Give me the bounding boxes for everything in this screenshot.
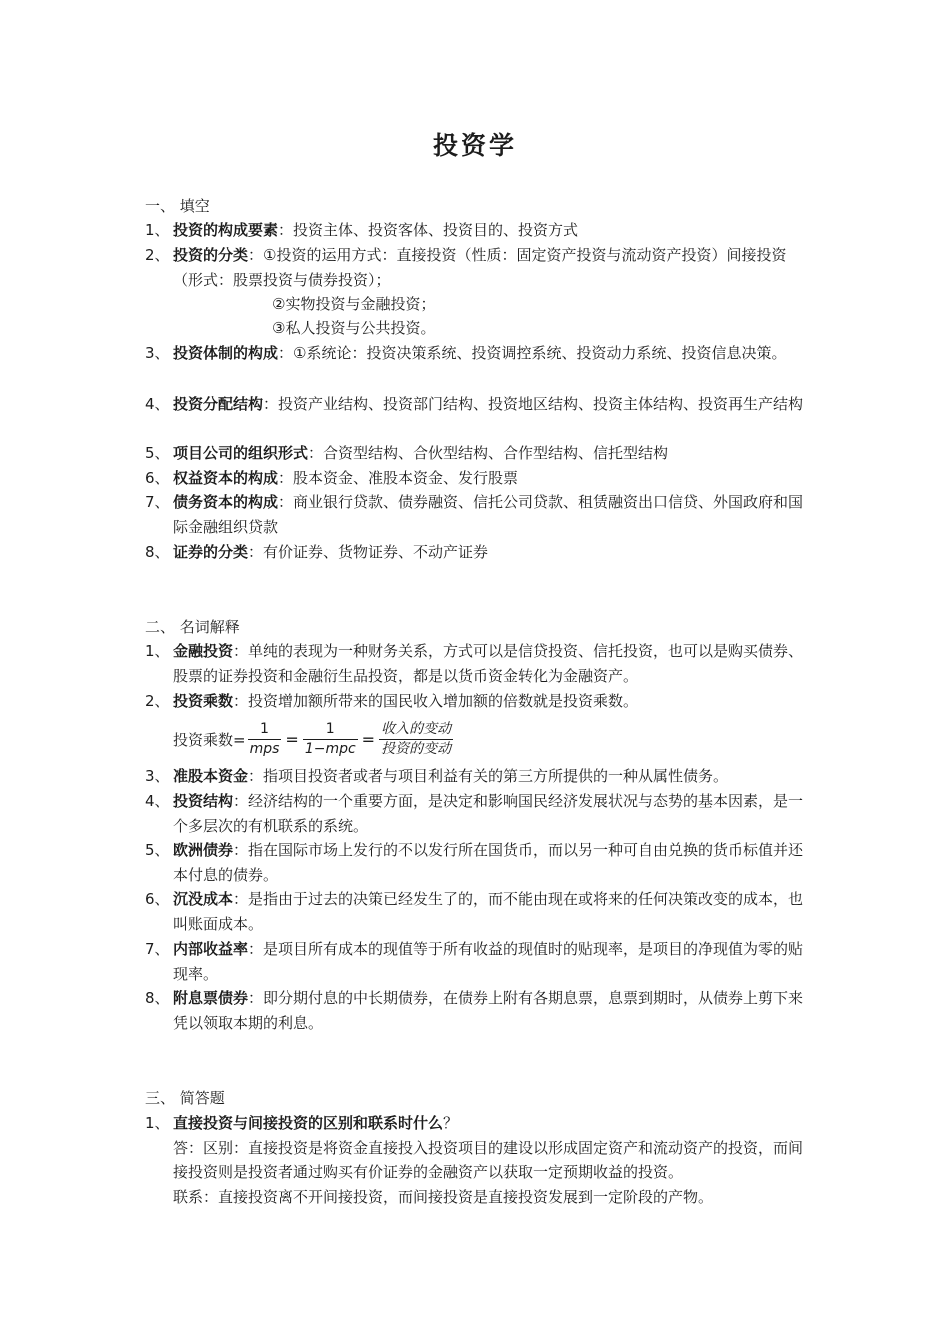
item-term: 投资的分类 — [173, 246, 249, 264]
section-heading-fill: 一、 填空 — [145, 197, 210, 215]
term-item — [145, 986, 810, 1035]
item-number: 7、 — [145, 493, 170, 511]
fraction-denominator: 1−mpc — [304, 740, 356, 757]
item-term: 证券的分类 — [173, 543, 249, 561]
formula-lhs: 投资乘数= — [173, 730, 246, 749]
term-item — [145, 887, 810, 936]
item-separator: ： — [233, 841, 249, 859]
item-text: 是项目所有成本的现值等于所有收益的现值时的贴现率，是项目的净现值为零的贴现率。 — [173, 940, 804, 983]
item-number: 5、 — [145, 841, 170, 859]
item-term: 投资体制的构成 — [173, 344, 279, 362]
fraction-numerator: 1 — [325, 720, 335, 737]
item-term: 内部收益率 — [173, 940, 249, 958]
item-separator: ： — [308, 444, 324, 462]
item-number: 4、 — [145, 792, 170, 810]
item-text: 商业银行贷款、债券融资、信托公司贷款、租赁融资出口信贷、外国政府和国际金融组织贷款 — [173, 493, 804, 536]
item-text: 经济结构的一个重要方面，是决定和影响国民经济发展状况与态势的基本因素，是一个多层次的有机联系的系统。 — [173, 792, 804, 835]
item-separator: ： — [233, 792, 249, 810]
term-item — [145, 639, 810, 688]
item-text: 指在国际市场上发行的不以发行所在国货币，而以另一种可自由兑换的货币标值并还本付息的债券。 — [173, 841, 804, 884]
item-text: 指项目投资者或者与项目利益有关的第三方所提供的一种从属性债务。 — [263, 767, 729, 785]
item-term: 金融投资 — [173, 642, 234, 660]
item-number: 2、 — [145, 692, 170, 710]
item-text: 投资主体、投资客体、投资目的、投资方式 — [293, 221, 579, 239]
item-term: 债务资本的构成 — [173, 493, 279, 511]
item-term: 投资结构 — [173, 792, 234, 810]
fraction-numerator: 收入的变动 — [381, 720, 452, 737]
item-text: 有价证券、货物证券、不动产证券 — [263, 543, 489, 561]
section-heading-short: 三、 简答题 — [145, 1089, 225, 1107]
fill-subitem: ③私人投资与公共投资。 — [272, 319, 436, 337]
item-number: 1、 — [145, 1114, 170, 1132]
item-number: 4、 — [145, 395, 170, 413]
multiplier-formula — [173, 716, 455, 762]
answer-text: 答：区别：直接投资是将资金直接投入投资项目的建设以形成固定资产和流动资产的投资，而间接投资则是投资者通过购买有价证券的金融资产以获取一定预期收益的投资。 — [173, 1138, 804, 1181]
item-number: 2、 — [145, 246, 170, 264]
term-item — [145, 838, 810, 887]
item-separator: ： — [248, 940, 264, 958]
item-number: 8、 — [145, 989, 170, 1007]
fraction-denominator: mps — [249, 740, 280, 757]
item-text: 投资产业结构、投资部门结构、投资地区结构、投资主体结构、投资再生产结构 — [278, 395, 804, 413]
item-number: 6、 — [145, 469, 170, 487]
item-text: 即分期付息的中长期债券，在债券上附有各期息票，息票到期时，从债券上剪下来凭以领取本期的利息。 — [173, 989, 804, 1032]
equals-sign: = — [285, 729, 299, 749]
item-term: 附息票债券 — [173, 989, 249, 1007]
item-separator: ： — [278, 344, 294, 362]
item-number: 3、 — [145, 767, 170, 785]
formula-fraction-mps — [248, 720, 282, 759]
item-text: 合资型结构、合伙型结构、合作型结构、信托型结构 — [323, 444, 669, 462]
item-number: 1、 — [145, 221, 170, 239]
document-title: 投资学 — [432, 131, 517, 160]
term-item — [145, 764, 810, 789]
fill-subitem: ②实物投资与金融投资； — [272, 295, 436, 313]
fill-item — [145, 243, 810, 292]
item-number: 1、 — [145, 642, 170, 660]
formula-fraction-mpc — [303, 720, 358, 759]
item-term: 投资的构成要素 — [173, 221, 279, 239]
item-term: 投资乘数 — [173, 692, 234, 710]
item-term: 欧洲债券 — [173, 841, 234, 859]
item-separator: ： — [248, 246, 264, 264]
item-term: 沉没成本 — [173, 890, 234, 908]
fill-item — [145, 218, 810, 243]
item-number: 5、 — [145, 444, 170, 462]
item-separator: ： — [278, 493, 294, 511]
item-separator: ： — [263, 395, 279, 413]
fill-item — [145, 540, 810, 565]
fraction-numerator: 1 — [260, 720, 269, 737]
equals-sign: = — [361, 729, 376, 749]
short-answer-item — [145, 1111, 810, 1209]
item-separator: ： — [248, 989, 264, 1007]
item-term: 准股本资金 — [173, 767, 249, 785]
item-number: 6、 — [145, 890, 170, 908]
item-number: 7、 — [145, 940, 170, 958]
item-separator: ： — [278, 221, 294, 239]
item-separator: ： — [248, 767, 264, 785]
term-item — [145, 689, 810, 714]
question-text: 直接投资与间接投资的区别和联系时什么 — [173, 1114, 444, 1132]
item-separator: ： — [233, 692, 249, 710]
item-term: 投资分配结构 — [173, 395, 264, 413]
item-term: 权益资本的构成 — [173, 469, 279, 487]
item-text: 股本资金、准股本资金、发行股票 — [293, 469, 519, 487]
item-separator: ： — [233, 642, 249, 660]
item-number: 3、 — [145, 344, 170, 362]
item-text: 是指由于过去的决策已经发生了的，而不能由现在或将来的任何决策改变的成本，也叫账面成本。 — [173, 890, 804, 933]
item-text: ①系统论：投资决策系统、投资调控系统、投资动力系统、投资信息决策。 — [293, 344, 787, 362]
item-separator: ： — [278, 469, 294, 487]
fill-item — [145, 341, 810, 366]
fill-item — [145, 392, 810, 417]
item-text: 投资增加额所带来的国民收入增加额的倍数就是投资乘数。 — [248, 692, 639, 710]
answer-link-text: 联系：直接投资离不开间接投资，而间接投资是直接投资发展到一定阶段的产物。 — [173, 1187, 714, 1206]
fraction-denominator: 投资的变动 — [381, 740, 452, 757]
fill-item — [145, 466, 810, 491]
item-separator: ： — [233, 890, 249, 908]
item-number: 8、 — [145, 543, 170, 561]
formula-fraction-change — [379, 720, 453, 759]
item-text: 单纯的表现为一种财务关系，方式可以是信贷投资、信托投资，也可以是购买债券、股票的证券投资和金融衍生品投资，都是以货币资金转化为金融资产。 — [173, 642, 804, 685]
question-mark: ？ — [443, 1114, 459, 1132]
term-item — [145, 937, 810, 986]
item-term: 项目公司的组织形式 — [173, 444, 309, 462]
item-text: ①投资的运用方式：直接投资（性质：固定资产投资与流动资产投资）间接投资（形式：股票投资与债券投资）； — [173, 246, 787, 289]
term-item — [145, 789, 810, 838]
section-heading-terms: 二、 名词解释 — [145, 618, 240, 636]
fill-item — [145, 441, 810, 466]
item-separator: ： — [248, 543, 264, 561]
fill-item — [145, 490, 810, 539]
